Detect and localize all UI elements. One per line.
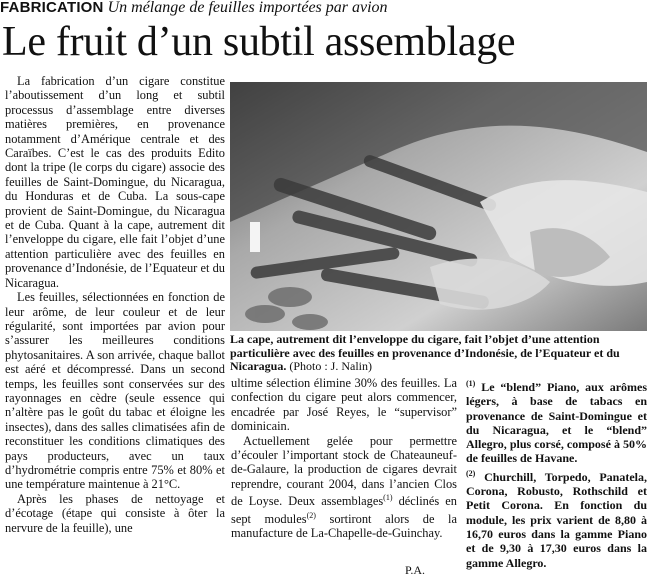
section-label: FABRICATION bbox=[0, 0, 104, 16]
photo-caption bbox=[230, 333, 647, 374]
footnote-text: Churchill, Torpedo, Panatela, Corona, Robusto, Rothschild et Petit Corona. En fonction du module, les prix varient de 8,80 à 16,70 euros dans la gamme Piano et de 9,30 à 17,30 euros dans la gamme Allegro. bbox=[466, 469, 647, 570]
paragraph: Les feuilles, sélectionnées en fonction de leur arôme, de leur couleur et de leur régularité, sont importées par avion pour s’assurer les meilleures conditions phytosanitaires. A son arrivée, chaque ballot est aéré et décompressé. Dans un second temps, les feuilles sont conservées sur des rayonnages en cèdre (seule essence qui n’altère pas le goût du tabac et éloigne les insectes), dans des salles climatisées afin de reconstituer les conditions climatiques des pays producteurs, avec un taux d’hydrométrie compris entre 75% et 80% et une température maintenue à 21°C. bbox=[5, 290, 225, 492]
footnote-number: (1) bbox=[466, 380, 476, 388]
caption-text: La cape, autrement dit l’enveloppe du cigare, fait l’objet d’une attention particulière avec des feuilles en provenance d’Indonésie, de l’Equateur et du Nicaragua. bbox=[230, 332, 620, 374]
footnotes-column bbox=[466, 380, 647, 582]
article-column-2 bbox=[231, 376, 457, 582]
footnote-text: Le “blend” Piano, aux arômes légers, à base de tabacs en provenance de Saint-Domingue et du Nicaragua, et le “blend” Allegro, plus corsé, composé à 50% de feuilles de Havane. bbox=[466, 380, 647, 466]
footnote-ref: (1) bbox=[383, 493, 393, 503]
paragraph: Après les phases de nettoyage et d’écotage (étape qui consiste à ôter la nervure de la feuille), une bbox=[5, 491, 225, 535]
kicker-subtitle: Un mélange de feuilles importées par avion bbox=[107, 0, 388, 16]
text-run: déclinés en sept modules bbox=[231, 494, 457, 526]
article-column-1 bbox=[5, 74, 225, 582]
article-kicker bbox=[0, 0, 647, 17]
article-headline: Le fruit d’un subtil assemblage bbox=[2, 19, 516, 65]
photo-credit: (Photo : J. Nalin) bbox=[289, 359, 372, 374]
text-run: sortiront alors de la manufacture de La-Chapelle-de-Guinchay. bbox=[231, 511, 457, 541]
footnote-ref: (2) bbox=[306, 510, 316, 520]
paragraph bbox=[231, 434, 457, 541]
article-photo bbox=[230, 82, 647, 331]
footnote bbox=[466, 380, 647, 466]
footnote bbox=[466, 470, 647, 570]
cigar-workshop-photo bbox=[230, 82, 647, 331]
text-run: Actuellement gelée pour permettre d’écouler l’important stock de Chateauneuf-de-Galaure, la production de cigares devrait reprendre, courant 2004, dans l’ancien Clos de Loyse. Deux assemblages bbox=[231, 433, 457, 509]
paragraph: ultime sélection élimine 30% des feuilles. La confection du cigare peut alors commencer, encadrée par José Reyes, le “supervisor” dominicain. bbox=[231, 376, 457, 434]
paragraph: La fabrication d’un cigare constitue l’aboutissement d’un long et subtil processus d’assemblage entre diverses matières premières, en provenance notamment d’Amérique centrale et des Caraïbes. C’est le cas des produits Edito dont la tripe (le corps du cigare) associe des feuilles de Saint-Domingue, du Nicaragua, du Honduras et de Cuba. La sous-cape provient de Saint-Domingue, du Nicaragua et de Cuba. Quant à la cape, autrement dit l’enveloppe du cigare, elle fait l’objet d’une attention particulière avec des feuilles en provenance d’Indonésie, de l’Equateur et du Nicaragua. bbox=[5, 74, 225, 290]
footnote-number: (2) bbox=[466, 468, 476, 478]
author-signature: P.A. bbox=[405, 563, 426, 577]
